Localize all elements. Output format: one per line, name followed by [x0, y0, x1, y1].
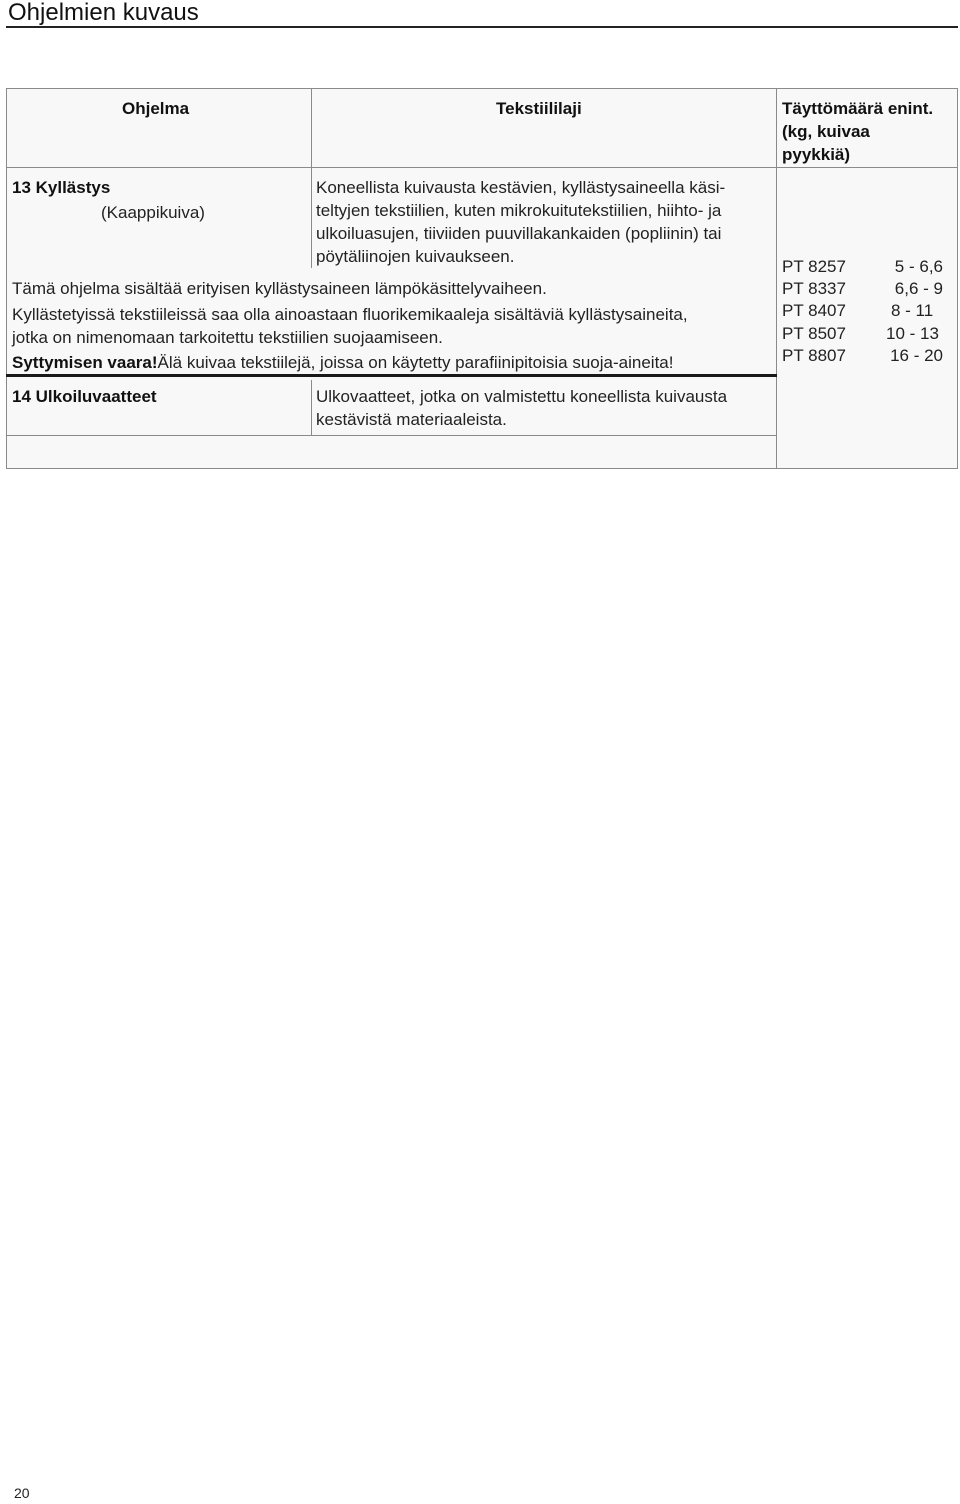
textile-14-line2: kestävistä materiaaleista. — [316, 410, 507, 429]
header-divider — [6, 167, 958, 168]
header-col-divider — [311, 88, 312, 168]
textile-13-line1: Koneellista kuivausta kestävien, kyllästysaineella käsi- — [316, 178, 726, 197]
row14-bottom-line — [6, 435, 777, 436]
note-line3: jotka on nimenomaan tarkoitettu tekstiilien suojaamiseen. — [12, 328, 443, 347]
program-sub-13: (Kaappikuiva) — [101, 203, 205, 222]
capacity-kg-3: 8 - 11 — [891, 301, 934, 320]
title-divider — [6, 26, 958, 28]
header-textile: Tekstiililaji — [496, 99, 582, 118]
textile-14-line1: Ulkovaatteet, jotka on valmistettu koneellista kuivausta — [316, 387, 728, 406]
capacity-model-1: PT 8257 — [782, 257, 846, 276]
capacity-model-4: PT 8507 — [782, 324, 846, 343]
row13-col-divider — [311, 168, 312, 268]
capacity-model-5: PT 8807 — [782, 346, 846, 365]
warning-label: Syttymisen vaara! — [12, 353, 158, 372]
textile-13-line4: pöytäliinojen kuivaukseen. — [316, 247, 515, 266]
header-program: Ohjelma — [122, 99, 190, 118]
warning-line — [12, 351, 673, 374]
row-separator — [6, 374, 777, 377]
capacity-kg-4: 10 - 13 — [886, 324, 939, 343]
capacity-model-2: PT 8337 — [782, 279, 846, 298]
header-load-line1: Täyttömäärä enint. — [782, 99, 934, 118]
header-load-line2: (kg, kuivaa — [782, 122, 870, 141]
note-line1: Tämä ohjelma sisältää erityisen kyllästysaineen lämpökäsittelyvaiheen. — [12, 279, 547, 298]
capacity-kg-2: 6,6 - 9 — [894, 279, 943, 298]
warning-text: Älä kuivaa tekstiilejä, joissa on käytetty parafiinipitoisia suoja-aineita! — [157, 353, 674, 372]
page-title: Ohjelmien kuvaus — [8, 0, 199, 26]
row14-col-divider — [311, 380, 312, 436]
capacity-kg-1: 5 - 6,6 — [894, 257, 943, 276]
note-line2: Kyllästetyissä tekstiileissä saa olla ainoastaan fluorikemikaaleja sisältäviä kyllästysaineita, — [12, 305, 688, 324]
capacity-model-3: PT 8407 — [782, 301, 846, 320]
header-load-line3: pyykkiä) — [782, 145, 851, 164]
capacity-kg-5: 16 - 20 — [890, 346, 943, 365]
program-name-14: 14 Ulkoiluvaatteet — [12, 387, 157, 406]
page-number: 20 — [14, 1485, 30, 1501]
textile-13-line3: ulkoiluasujen, tiiviiden puuvillakankaiden (popliinin) tai — [316, 224, 722, 243]
program-name-13: 13 Kyllästys — [12, 178, 111, 197]
textile-13-line2: teltyjen tekstiilien, kuten mikrokuitutekstiilien, hiihto- ja — [316, 201, 722, 220]
